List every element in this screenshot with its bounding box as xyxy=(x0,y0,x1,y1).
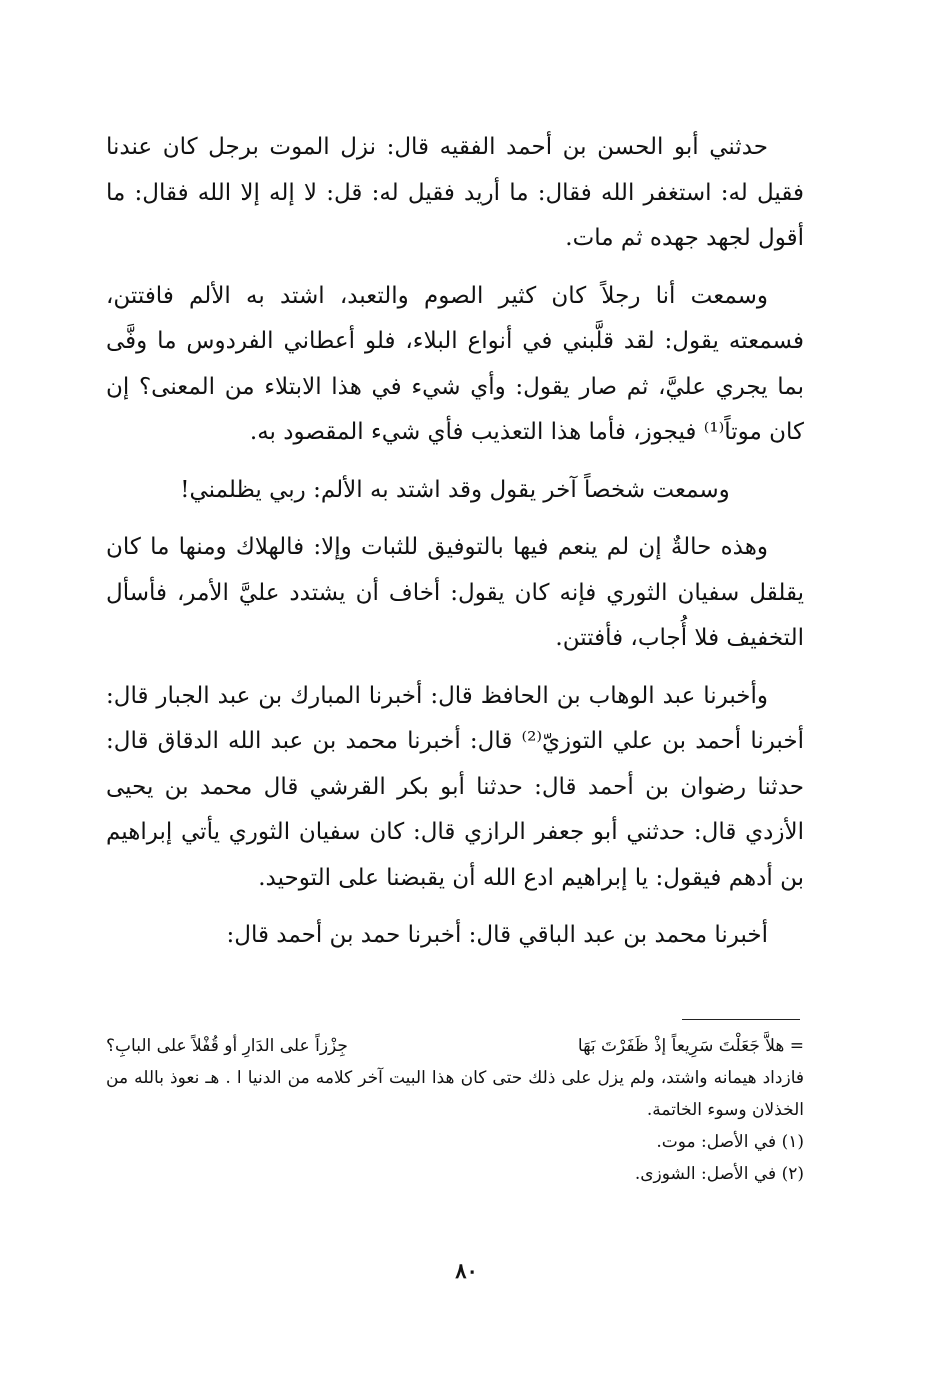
paragraph-6: أخبرنا محمد بن عبد الباقي قال: أخبرنا حمد بن أحمد قال: xyxy=(226,922,768,948)
footnote-1: (١) في الأصل: موت. xyxy=(656,1132,804,1152)
footnote-2: (٢) في الأصل: الشوزى. xyxy=(634,1164,804,1184)
footnote-verse xyxy=(106,1030,804,1062)
paragraph-2: وسمعت أنا رجلاً كان كثير الصوم والتعبد، اشتد به الألم فافتتن، فسمعته يقول: لقد قلَّبني في أنواع البلاء، فلو أعطاني الفردوس ما وفَّى بما يجري عليَّ، ثم صار يقول: وأي شيء في هذا الابتلاء من المعنى؟ إن كان موتاً⁽¹⁾ فيجوز، فأما هذا التعذيب فأي شيء المقصود به. xyxy=(106,282,804,445)
paragraph-1: حدثني أبو الحسن بن أحمد الفقيه قال: نزل الموت برجل كان عندنا فقيل له: استغفر الله فقال: ما أريد فقيل له: قل: لا إله إلا الله فقال: ما أقول لجهد جهده ثم مات. xyxy=(106,134,804,251)
paragraph-3: وسمعت شخصاً آخر يقول وقد اشتد به الألم: ربي يظلمني! xyxy=(180,476,730,503)
footnote-separator xyxy=(682,1019,800,1020)
page-number: ٨٠ xyxy=(455,1258,478,1283)
verse-second-hemistich: جِزْزاً على الدَارِ أو قُفْلاً على البابِ؟ xyxy=(106,1036,348,1056)
footnotes xyxy=(106,1030,804,1190)
verse-first-hemistich: = هلاَّ جَعَلْتَ سَرِيعاً إذْ ظَفَرْتَ بَهَا xyxy=(577,1036,804,1056)
paragraph-5: وأخبرنا عبد الوهاب بن الحافظ قال: أخبرنا المبارك بن عبد الجبار قال: أخبرنا أحمد بن علي التوزيّ⁽²⁾ قال: أخبرنا محمد بن عبد الله الدقاق قال: حدثنا رضوان بن أحمد قال: حدثنا أبو بكر القرشي قال محمد بن يحيى الأزدي قال: حدثني أبو جعفر الرازي قال: كان سفيان الثوري يأتي إبراهيم بن أدهم فيقول: يا إبراهيم ادع الله أن يقبضنا على التوحيد. xyxy=(106,682,804,891)
footnote-continuation: فازداد هيمانه واشتد، ولم يزل على ذلك حتى كان هذا البيت آخر كلامه من الدنيا ا . هـ نعوذ بالله من الخذلان وسوء الخاتمة. xyxy=(106,1068,804,1120)
main-text xyxy=(106,125,804,959)
paragraph-4: وهذه حالةٌ إن لم ينعم فيها بالتوفيق للثبات وإلا: فالهلاك ومنها ما كان يقلقل سفيان الثوري فإنه كان يقول: أخاف أن يشتدد عليَّ الأمر، فأسأل التخفيف فلا أُجاب، فأفتتن. xyxy=(106,534,804,651)
